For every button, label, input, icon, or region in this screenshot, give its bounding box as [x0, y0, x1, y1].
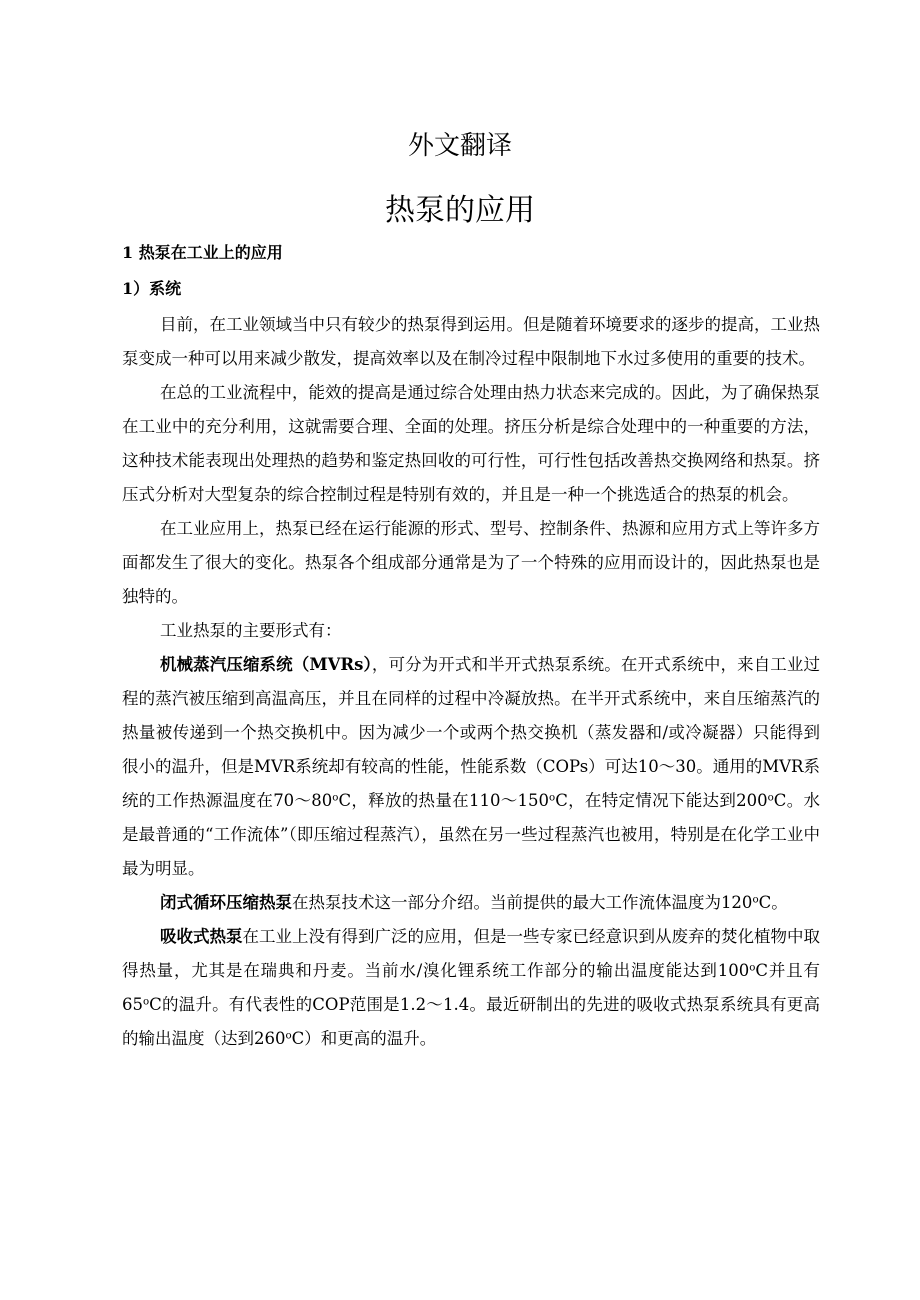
mvr-term: 机械蒸汽压缩系统（MVRs） [159, 655, 372, 674]
paragraph-mvr: 机械蒸汽压缩系统（MVRs），可分为开式和半开式热泵系统。在开式系统中，来自工业过程的蒸汽被压缩到高温高压，并且在同样的过程中冷凝放热。在半开式系统中，来自压缩蒸汽的热量被传递到一个热交换机中。因为减少一个或两个热交换机（蒸发器和/或冷凝器）只能得到很小的温升，但是MVR系统却有较高的性能，性能系数（COPs）可达10～30。通用的MVR系统的工作热源温度在70～80$^o$C，释放的热量在110～150$^o$C，在特定情况下能达到200$^o$C。水是最普通的“工作流体”（即压缩过程蒸汽），虽然在另一些过程蒸汽也被用，特别是在化学工业中最为明显。 [122, 655, 820, 878]
document-title: 外文翻译 [407, 131, 512, 161]
paragraph-1: 目前，在工业领域当中只有较少的热泵得到运用。但是随着环境要求的逐步的提高，工业热泵变成一种可以用来减少散发，提高效率以及在制冷过程中限制地下水过多使用的重要的技术。 [122, 315, 820, 368]
absorption-term: 吸收式热泵 [159, 927, 243, 946]
paragraph-closed-cycle: 闭式循环压缩热泵在热泵技术这一部分介绍。当前提供的最大工作流体温度为120$^o$C。 [159, 893, 788, 912]
paragraph-2: 在总的工业流程中，能效的提高是通过综合处理由热力状态来完成的。因此，为了确保热泵在工业中的充分利用，这就需要合理、全面的处理。挤压分析是综合处理中的一种重要的方法，这种技术能表现出处理热的趋势和鉴定热回收的可行性，可行性包括改善热交换网络和热泵。挤压式分析对大型复杂的综合控制过程是特别有效的，并且是一种一个挑选适合的热泵的机会。 [122, 383, 820, 504]
paragraph-3: 在工业应用上，热泵已经在运行能源的形式、型号、控制条件、热源和应用方式上等许多方面都发生了很大的变化。热泵各个组成部分通常是为了一个特殊的应用而设计的，因此热泵也是独特的。 [122, 519, 820, 606]
document-subtitle: 热泵的应用 [385, 193, 535, 228]
closed-cycle-term: 闭式循环压缩热泵 [159, 893, 292, 912]
paragraph-absorption: 吸收式热泵在工业上没有得到广泛的应用，但是一些专家已经意识到从废弃的焚化植物中取得热量，尤其是在瑞典和丹麦。当前水/溴化锂系统工作部分的输出温度能达到100$^o$C并且有65$^o$C的温升。有代表性的COP范围是1.2～1.4。最近研制出的先进的吸收式热泵系统具有更高的输出温度（达到260$^o$C）和更高的温升。 [122, 927, 821, 1048]
paragraph-4: 工业热泵的主要形式有： [159, 621, 342, 640]
body-text [122, 308, 820, 1056]
subsection-heading: 1）系统 [122, 279, 182, 298]
section-heading: 1 热泵在工业上的应用 [122, 243, 283, 262]
